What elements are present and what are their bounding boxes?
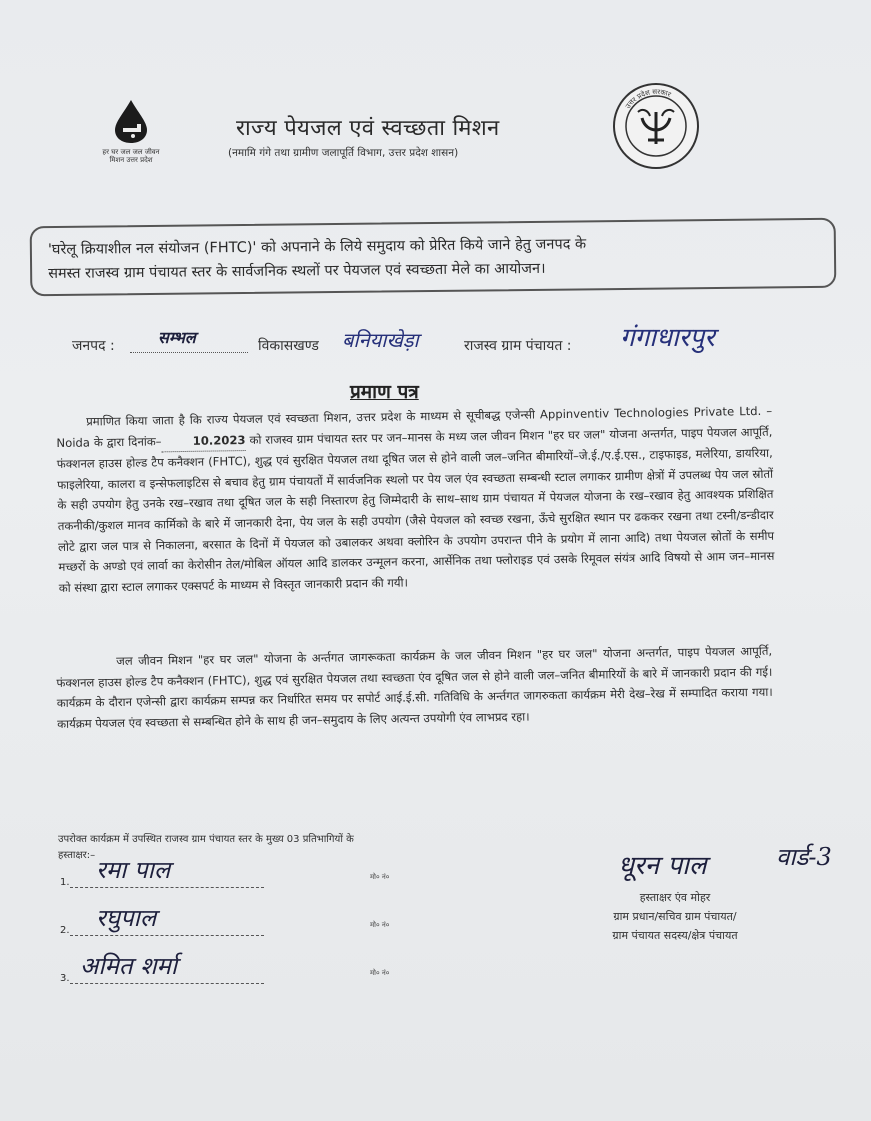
participant-number: 1. — [60, 877, 70, 888]
block-label: विकासखण्ड — [258, 338, 319, 354]
banner-line-1: 'घरेलू क्रियाशील नल संयोजन (FHTC)' को अपनाने के लिये समुदाय को प्रेरित किये जाने हेतु जनपद के — [47, 236, 587, 259]
mobile-label: मो० नं० — [370, 873, 390, 881]
pradhan-signature: धूरन पाल — [618, 851, 707, 881]
janpad-label: जनपद : — [72, 338, 115, 354]
header-subtitle: (नमामि गंगे तथा ग्रामीण जलापूर्ति विभाग, उत्तर प्रदेश शासन) — [228, 147, 459, 159]
participant-signature: रमा पाल — [96, 856, 171, 884]
signatory-line-3: ग्राम पंचायत सदस्य/क्षेत्र पंचायत — [612, 929, 738, 942]
water-drop-icon — [111, 98, 151, 144]
location-fields — [72, 322, 812, 362]
up-govt-seal-icon — [612, 82, 700, 170]
banner-line-2: समस्त राजस्व ग्राम पंचायत स्तर के सार्वजनिक स्थलों पर पेयजल एवं स्वच्छता मेले का आयोजन। — [48, 260, 546, 283]
gp-value: गंगाधारपुर — [620, 323, 715, 353]
har-ghar-jal-logo — [96, 98, 166, 164]
participant-number: 2. — [60, 925, 70, 936]
certificate-paragraph-1 — [56, 401, 775, 599]
seal-text: उत्तर प्रदेश सरकार — [624, 87, 672, 110]
participant-row — [60, 954, 460, 988]
janpad-value: सम्भल — [158, 328, 196, 347]
event-date: 10.2023 — [161, 430, 245, 453]
certificate-title: प्रमाण पत्र — [350, 381, 419, 403]
participant-signature: अमित शर्मा — [80, 952, 178, 980]
participant-signature: रघुपाल — [96, 904, 157, 932]
para1-text-b: को राजस्व ग्राम पंचायत स्तर पर जन–मानस के मध्य जल जीवन मिशन "हर घर जल" योजना अन्तर्गत, पाइप पेयजल आपूर्ति, फंक्शनल हाउस होल्ड टैप कनैक्शन (FHTC), शुद्ध एवं सुरक्षित पेयजल तथा दूषित जल से होने वाली जल–जनित बीमारियों–जे.ई./ए.ई.एस., टाइफाइड, मलेरिया, डायरिया, फाइलेरिया, कालरा व इन्सेफलाइटिस से बचाव हेतु ग्राम पंचायतों में सार्वजनिक स्थलो पर पेय जल एंव स्वच्छता सम्बन्धी स्टाल लगाकर ग्रामीण क्षेत्रों में उपलब्ध पेय जल स्रोतों के सही उपयोग हेतु उनके रख–रखाव तथा दूषित जल के सही निस्तारण हेतु जिम्मेदारी के साथ–साथ ग्राम पंचायत में पेयजल योजना के रख–रखाव हेतु आवश्यक प्रशिक्षित तकनीकी/कुशल मानव कार्मिको के बारे में जानकारी देना, पेय जल के सही उपयोग (जैसे पेयजल को स्वच्छ रखना, ऊँचे सुरक्षित स्थान पर ढककर रखना तथा टस्नी/डन्डीदार लोटे द्वारा जल पात्र से निकालना, बरसात के दिनों में पेयजल को उबालकर अथवा क्लोरिन के उपयोग उपरान्त पीने के प्रयोग में लाना आदि) तथा पेयजल स्रोतों के समीप मच्छरों के अण्डो एवं लार्वा का केरोसीन तेल/मोबिल ऑयल आदि डालकर उन्मूलन करना, आर्सेनिक तथा फ्लोराइड एवं उसके रिमूवल संयंत्र आदि विषयो से आम जन–मानस को संस्था द्वारा स्टाल लगाकर एक्सपर्ट के माध्यम से विस्तृत जानकारी प्रदान की गयी। — [56, 424, 775, 595]
signature-line — [70, 983, 264, 984]
para1-text-a: प्रमाणित किया जाता है कि राज्य पेयजल एवं स्वच्छता मिशन, उत्तर प्रदेश के माध्यम से सूचीबद्ध एजेन्सी Appinventiv Technologies Private Ltd. – Noida के द्वारा दिनांक– — [56, 403, 773, 450]
participants-intro-line-1: उपरोक्त कार्यक्रम में उपस्थित राजस्व ग्राम पंचायत स्तर के मुख्य 03 प्रतिभागियों के — [58, 834, 354, 845]
participant-row — [60, 858, 460, 892]
event-banner — [30, 218, 837, 296]
signatory-block — [560, 888, 790, 945]
header-title: राज्य पेयजल एवं स्वच्छता मिशन — [236, 116, 500, 141]
ward-annotation: वार्ड-3 — [776, 843, 832, 871]
participant-row — [60, 906, 460, 940]
signature-line — [70, 887, 264, 888]
signature-line — [70, 935, 264, 936]
signatory-line-2: ग्राम प्रधान/सचिव ग्राम पंचायत/ — [613, 910, 737, 923]
block-value: बनियाखेड़ा — [342, 328, 419, 352]
janpad-dotted-line — [130, 350, 248, 353]
participant-number: 3. — [60, 973, 70, 984]
certificate-paragraph-2: जल जीवन मिशन "हर घर जल" योजना के अर्न्तगत जागरूकता कार्यक्रम के जल जीवन मिशन "हर घर जल" योजना अन्तर्गत, पाइप पेयजल आपूर्ति, फंक्शनल हाउस होल्ड टैप कनैक्शन (FHTC), शुद्ध एवं सुरक्षित पेयजल तथा स्वच्छता एंव दूषित जल से होने वाली जल–जनित बीमारियों के बारे में जानकारी प्रदान की गई। कार्यक्रम के दौरान एजेन्सी द्वारा कार्यक्रम सम्पन्न कर निर्धारित समय पर सपोर्ट आई.ई.सी. गतिविधि के अर्न्तगत जागरुकता कार्यक्रम मेरी देख–रेख में सम्पादित कराया गया। कार्यक्रम पेयजल एंव स्वच्छता से सम्बन्धित होने के साथ ही जन–समुदाय के लिए अत्यन्त उपयोगी एंव लाभप्रद रहा। — [56, 643, 773, 731]
gp-label: राजस्व ग्राम पंचायत : — [464, 338, 572, 354]
logo-caption: हर घर जल जल जीवन मिशन उत्तर प्रदेश — [102, 148, 160, 164]
signatory-line-1: हस्ताक्षर एंव मोहर — [639, 891, 711, 904]
participants-intro-line-2: हस्ताक्षर:– — [58, 850, 96, 861]
mobile-label: मो० नं० — [370, 969, 390, 977]
mobile-label: मो० नं० — [370, 921, 390, 929]
